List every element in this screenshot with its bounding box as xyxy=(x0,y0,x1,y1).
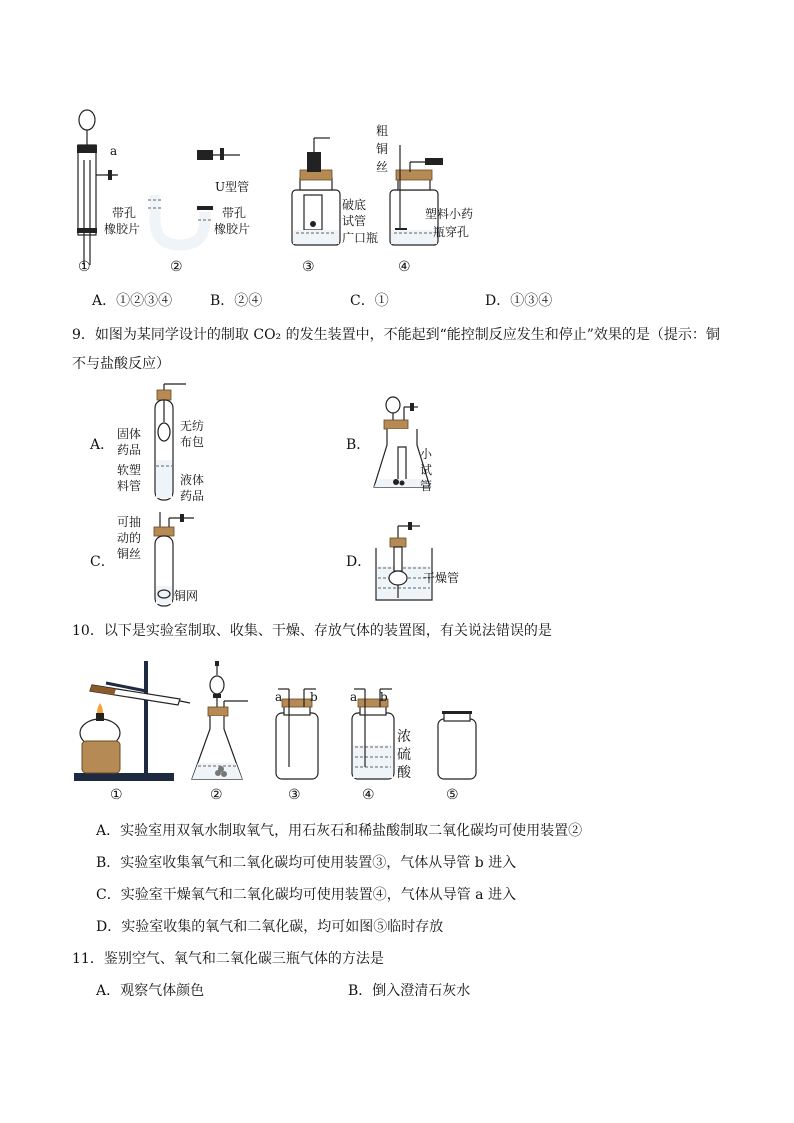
q9-option-d-letter[interactable]: D． xyxy=(346,554,372,570)
q9-a-label-cloth-2: 布包 xyxy=(180,435,205,449)
q10-apparatus-2 xyxy=(192,661,248,779)
q11-option-b[interactable]: B．倒入澄清石灰水 xyxy=(348,983,471,999)
q10-option-c[interactable]: C．实验室干燥氧气和二氧化碳均可使用装置④，气体从导管 a 进入 xyxy=(96,887,516,903)
q8-label-wide-bottle: 广口瓶 xyxy=(342,231,379,245)
q8-apparatus-1 xyxy=(77,110,118,265)
q8-label-bottle-hole: 瓶穿孔 xyxy=(433,225,470,239)
q8-label-broken-tube-2: 试管 xyxy=(342,214,367,228)
q8-option-c[interactable]: C．① xyxy=(350,293,389,309)
q8-option-a[interactable]: A．①②③④ xyxy=(92,293,173,309)
q10-label-acid-1: 浓 xyxy=(397,729,411,745)
q10-figure-number-2: ② xyxy=(210,787,223,803)
q10-option-d[interactable]: D．实验室收集的氧气和二氧化碳，均可如图⑤临时存放 xyxy=(96,919,444,935)
q11-option-a[interactable]: A．观察气体颜色 xyxy=(96,983,205,999)
q10-option-a[interactable]: A．实验室用双氧水制取氧气，用石灰石和稀盐酸制取二氧化碳均可使用装置② xyxy=(96,823,583,839)
q8-apparatus-3 xyxy=(292,138,340,245)
q9-option-a-letter[interactable]: A． xyxy=(90,437,115,453)
q9-stem-line1: 9．如图为某同学设计的制取 CO₂ 的发生装置中，不能起到“能控制反应发生和停止”效果的是（提示：铜 xyxy=(72,327,720,343)
q10-apparatus-1 xyxy=(74,661,190,781)
q10-figure-number-3: ③ xyxy=(288,787,301,803)
q9-c-label-wire-3: 铜丝 xyxy=(117,547,142,561)
q11-stem: 11．鉴别空气、氧气和二氧化碳三瓶气体的方法是 xyxy=(72,951,384,967)
q9-a-label-liquid-1: 液体 xyxy=(180,473,205,487)
q8-label-hole-plate-1: 带孔 xyxy=(112,206,137,220)
q8-apparatus-figure xyxy=(60,100,500,280)
q9-d-label-drying-tube: 干燥管 xyxy=(423,571,460,585)
q9-a-apparatus xyxy=(150,380,190,505)
q8-label-u-tube: U型管 xyxy=(215,180,250,194)
q8-label-thick-copper-1: 粗 xyxy=(376,124,389,138)
q9-a-label-liquid-2: 药品 xyxy=(180,489,205,503)
q8-figure-number-4: ④ xyxy=(398,259,411,275)
q8-label-hole-plate-1b: 橡胶片 xyxy=(104,222,141,236)
q9-c-label-mesh: 铜网 xyxy=(174,589,199,603)
q9-stem-line2: 不与盐酸反应） xyxy=(72,356,170,372)
q10-label-a4: a xyxy=(350,690,358,704)
q10-option-b[interactable]: B．实验室收集氧气和二氧化碳均可使用装置③，气体从导管 b 进入 xyxy=(96,855,517,871)
q9-d-apparatus xyxy=(370,518,440,606)
q9-option-c-letter[interactable]: C． xyxy=(90,554,115,570)
q8-option-b[interactable]: B．②④ xyxy=(210,293,263,309)
q8-option-d[interactable]: D．①③④ xyxy=(485,293,553,309)
q9-b-label-small-3: 管 xyxy=(420,479,433,493)
q8-label-plastic-bottle: 塑料小药 xyxy=(425,207,474,221)
q8-label-thick-copper-3: 丝 xyxy=(376,160,389,174)
q10-label-b4: b xyxy=(380,690,388,704)
q9-a-label-plastic-1: 软塑 xyxy=(117,463,142,477)
q10-label-a3: a xyxy=(275,690,283,704)
q10-label-acid-3: 酸 xyxy=(397,765,411,781)
q8-figure-number-3: ③ xyxy=(302,259,315,275)
q8-label-broken-tube-1: 破底 xyxy=(342,198,367,212)
q9-a-label-solid-2: 药品 xyxy=(117,443,142,457)
q8-figure-number-2: ② xyxy=(170,259,183,275)
q10-stem: 10．以下是实验室制取、收集、干燥、存放气体的装置图，有关说法错误的是 xyxy=(72,623,552,639)
q8-figure-number-1: ① xyxy=(78,259,91,275)
q8-label-a: a xyxy=(110,144,118,158)
q10-figure-number-5: ⑤ xyxy=(446,787,459,803)
q10-apparatus-5 xyxy=(438,711,476,779)
q9-option-b-letter[interactable]: B． xyxy=(346,437,371,453)
q10-apparatus-figure xyxy=(70,655,490,785)
q10-label-acid-2: 硫 xyxy=(397,747,411,763)
q10-figure-number-4: ④ xyxy=(362,787,375,803)
q10-label-b3: b xyxy=(310,690,318,704)
q9-a-label-solid-1: 固体 xyxy=(117,427,142,441)
q9-b-label-small-1: 小 xyxy=(420,447,433,461)
q9-c-label-wire-1: 可抽 xyxy=(117,515,142,529)
q8-label-hole-plate-2b: 橡胶片 xyxy=(214,222,251,236)
q9-a-label-cloth-1: 无纺 xyxy=(180,419,205,433)
q8-label-hole-plate-2: 带孔 xyxy=(222,206,247,220)
q8-label-thick-copper-2: 铜 xyxy=(376,142,389,156)
q9-b-label-small-2: 试 xyxy=(420,463,433,477)
q9-a-label-plastic-2: 料管 xyxy=(117,479,142,493)
q10-figure-number-1: ① xyxy=(110,787,123,803)
q9-c-label-wire-2: 动的 xyxy=(117,531,142,545)
